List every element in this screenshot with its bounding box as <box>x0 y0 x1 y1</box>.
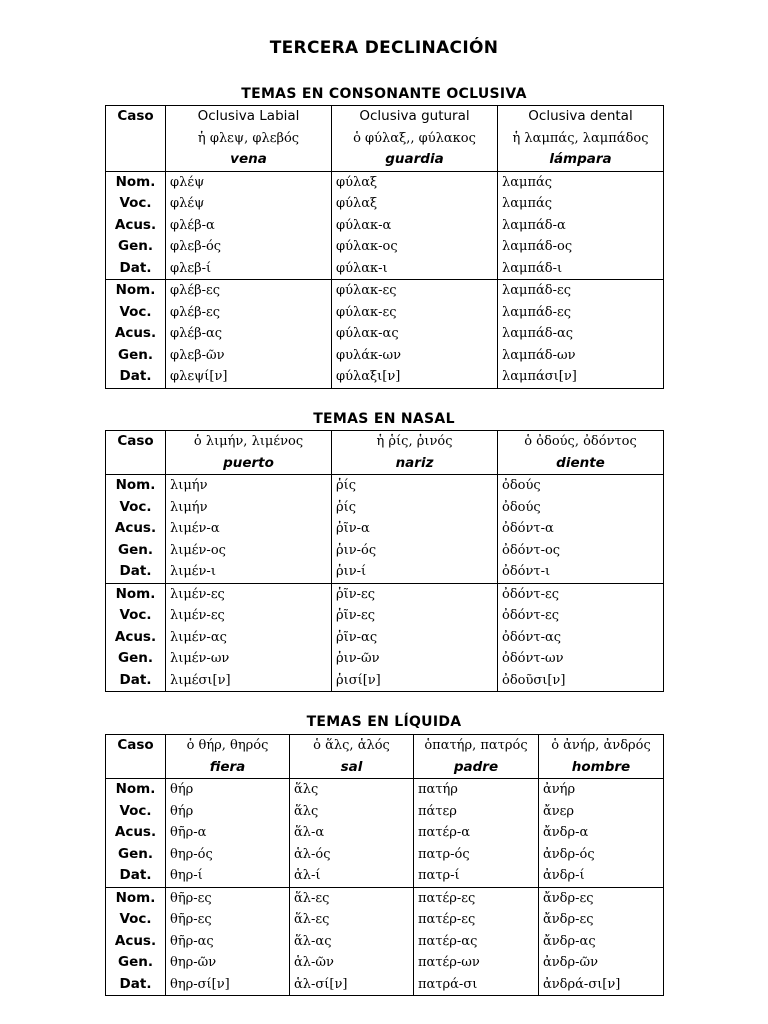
form-cell: ἀνδρ-ῶν <box>539 952 664 974</box>
form-cell: ὀδούς <box>498 475 664 497</box>
form-cell: ἅλ-ας <box>290 931 414 953</box>
form-cell: πατέρ-ων <box>414 952 539 974</box>
form-cell: ὀδόντ-ος <box>498 540 664 562</box>
case-label: Nom. <box>106 280 166 302</box>
form-cell: ὀδούς <box>498 497 664 519</box>
table-row <box>106 670 664 692</box>
form-cell: λαμπάς <box>498 193 664 215</box>
form-cell: ὀδόντ-ες <box>498 583 664 605</box>
column-meaning: padre <box>414 757 539 779</box>
form-cell: ῥιν-ῶν <box>332 648 498 670</box>
case-label: Nom. <box>106 779 166 801</box>
form-cell: λιμέν-ων <box>166 648 332 670</box>
case-label: Acus. <box>106 931 166 953</box>
case-label: Acus. <box>106 215 166 237</box>
table-row <box>106 171 664 193</box>
header-row <box>106 735 664 757</box>
caso-header: Caso <box>106 431 166 453</box>
column-meaning: vena <box>166 149 332 171</box>
section-title-nasal: TEMAS EN NASAL <box>313 411 455 427</box>
column-lemma: ὁ φύλαξ,, φύλακος <box>332 128 498 150</box>
case-label: Voc. <box>106 605 166 627</box>
form-cell: θῆρ-ες <box>166 887 290 909</box>
case-label: Dat. <box>106 258 166 280</box>
form-cell: φλέψ <box>166 171 332 193</box>
form-cell: ῥίς <box>332 475 498 497</box>
form-cell: φύλακ-ι <box>332 258 498 280</box>
column-meaning: lámpara <box>498 149 664 171</box>
form-cell: ἄνδρ-ες <box>539 887 664 909</box>
form-cell: λαμπάδ-ες <box>498 302 664 324</box>
form-cell: φύλακ-ες <box>332 302 498 324</box>
table-row <box>106 909 664 931</box>
form-cell: φλέβ-ες <box>166 280 332 302</box>
table-row <box>106 258 664 280</box>
case-label: Nom. <box>106 475 166 497</box>
column-meaning: diente <box>498 453 664 475</box>
form-cell: ἀνδρ-ί <box>539 865 664 887</box>
form-cell: ἅλ-α <box>290 822 414 844</box>
page-title: TERCERA DECLINACIÓN <box>269 38 499 58</box>
table-row <box>106 801 664 823</box>
case-label: Gen. <box>106 952 166 974</box>
form-cell: λιμέν-ας <box>166 627 332 649</box>
form-cell: πατέρ-ας <box>414 931 539 953</box>
form-cell: φύλακ-ος <box>332 236 498 258</box>
form-cell: ὀδόντ-ι <box>498 561 664 583</box>
form-cell: ῥῖν-ας <box>332 627 498 649</box>
form-cell: πάτερ <box>414 801 539 823</box>
form-cell: πατέρ-ες <box>414 887 539 909</box>
form-cell: φύλακ-ας <box>332 323 498 345</box>
form-cell: ῥιν-ί <box>332 561 498 583</box>
form-cell: λαμπάδ-α <box>498 215 664 237</box>
table-row <box>106 497 664 519</box>
table-row <box>106 865 664 887</box>
form-cell: φλέβ-ας <box>166 323 332 345</box>
form-cell: ἅλς <box>290 801 414 823</box>
form-cell: ἁλ-ί <box>290 865 414 887</box>
form-cell: ἅλς <box>290 779 414 801</box>
caso-header: Caso <box>106 735 166 757</box>
caso-header: Caso <box>106 106 166 128</box>
case-label: Dat. <box>106 670 166 692</box>
case-label: Gen. <box>106 236 166 258</box>
form-cell: φύλαξ <box>332 193 498 215</box>
column-lemma: ἡ φλεψ, φλεβός <box>166 128 332 150</box>
table-row <box>106 280 664 302</box>
form-cell: ὀδόντ-ας <box>498 627 664 649</box>
case-label: Acus. <box>106 822 166 844</box>
column-name: Oclusiva Labial <box>166 106 332 128</box>
column-lemma: ὁ θήρ, θηρός <box>166 735 290 757</box>
form-cell: φλεβ-ῶν <box>166 345 332 367</box>
table-row <box>106 323 664 345</box>
column-meaning: nariz <box>332 453 498 475</box>
table-row <box>106 540 664 562</box>
form-cell: θῆρ-ας <box>166 931 290 953</box>
table-row <box>106 302 664 324</box>
form-cell: φλέβ-α <box>166 215 332 237</box>
form-cell: πατέρ-ες <box>414 909 539 931</box>
column-lemma: ἡ ῥίς, ῥινός <box>332 431 498 453</box>
form-cell: λιμέν-ες <box>166 583 332 605</box>
form-cell: πατρά-σι <box>414 974 539 996</box>
form-cell: ἅλ-ες <box>290 909 414 931</box>
case-label: Voc. <box>106 801 166 823</box>
case-label: Dat. <box>106 865 166 887</box>
column-lemma: ὁπατήρ, πατρός <box>414 735 539 757</box>
case-label: Acus. <box>106 627 166 649</box>
section-title-liquida: TEMAS EN LÍQUIDA <box>306 714 462 730</box>
form-cell: φλεψί[ν] <box>166 366 332 388</box>
column-lemma: ὁ ἅλς, ἁλός <box>290 735 414 757</box>
form-cell: θήρ <box>166 779 290 801</box>
form-cell: ῥισί[ν] <box>332 670 498 692</box>
table-row <box>106 518 664 540</box>
case-label: Gen. <box>106 540 166 562</box>
table-row <box>106 561 664 583</box>
form-cell: φύλαξ <box>332 171 498 193</box>
table-row <box>106 931 664 953</box>
form-cell: ἀνδρά-σι[ν] <box>539 974 664 996</box>
case-label: Nom. <box>106 171 166 193</box>
form-cell: φύλαξι[ν] <box>332 366 498 388</box>
form-cell: ῥίς <box>332 497 498 519</box>
form-cell: ἅλ-ες <box>290 887 414 909</box>
form-cell: πατέρ-α <box>414 822 539 844</box>
header-row <box>106 106 664 128</box>
form-cell: πατήρ <box>414 779 539 801</box>
case-label: Dat. <box>106 974 166 996</box>
form-cell: φλεβ-ί <box>166 258 332 280</box>
form-cell: φύλακ-α <box>332 215 498 237</box>
column-meaning: hombre <box>539 757 664 779</box>
form-cell: φλέβ-ες <box>166 302 332 324</box>
form-cell: λαμπάδ-ες <box>498 280 664 302</box>
form-cell: λιμήν <box>166 497 332 519</box>
header-row <box>106 431 664 453</box>
section-title-oclusiva: TEMAS EN CONSONANTE OCLUSIVA <box>241 86 527 102</box>
form-cell: λιμέν-ος <box>166 540 332 562</box>
case-label: Voc. <box>106 193 166 215</box>
form-cell: θηρ-σί[ν] <box>166 974 290 996</box>
form-cell: ὀδόντ-ες <box>498 605 664 627</box>
table-row <box>106 345 664 367</box>
case-label: Acus. <box>106 323 166 345</box>
table-row <box>106 952 664 974</box>
form-cell: ῥῖν-α <box>332 518 498 540</box>
form-cell: θῆρ-α <box>166 822 290 844</box>
table-row <box>106 627 664 649</box>
form-cell: λαμπάδ-ος <box>498 236 664 258</box>
column-meaning: fiera <box>166 757 290 779</box>
case-label: Voc. <box>106 497 166 519</box>
form-cell: θηρ-ί <box>166 865 290 887</box>
form-cell: ἄνδρ-ες <box>539 909 664 931</box>
case-label: Gen. <box>106 844 166 866</box>
form-cell: λιμέν-ες <box>166 605 332 627</box>
form-cell: πατρ-ός <box>414 844 539 866</box>
case-label: Dat. <box>106 366 166 388</box>
form-cell: ἄνδρ-ας <box>539 931 664 953</box>
form-cell: θηρ-ῶν <box>166 952 290 974</box>
form-cell: ὀδόντ-α <box>498 518 664 540</box>
column-meaning: sal <box>290 757 414 779</box>
form-cell: ῥῖν-ες <box>332 605 498 627</box>
case-label: Nom. <box>106 583 166 605</box>
form-cell: ἄνερ <box>539 801 664 823</box>
form-cell: φυλάκ-ων <box>332 345 498 367</box>
case-label: Nom. <box>106 887 166 909</box>
form-cell: ὀδοῦσι[ν] <box>498 670 664 692</box>
form-cell: θηρ-ός <box>166 844 290 866</box>
form-cell: φύλακ-ες <box>332 280 498 302</box>
column-lemma: ὁ ὀδούς, ὀδόντος <box>498 431 664 453</box>
table-row <box>106 193 664 215</box>
table-row <box>106 822 664 844</box>
table-row <box>106 779 664 801</box>
case-label: Voc. <box>106 302 166 324</box>
form-cell: ἄνδρ-α <box>539 822 664 844</box>
table-oclusiva <box>105 105 664 389</box>
form-cell: ἁλ-ός <box>290 844 414 866</box>
form-cell: λιμέν-α <box>166 518 332 540</box>
table-nasal <box>105 430 664 692</box>
case-label: Acus. <box>106 518 166 540</box>
table-row <box>106 236 664 258</box>
form-cell: φλεβ-ός <box>166 236 332 258</box>
case-label: Dat. <box>106 561 166 583</box>
column-meaning: puerto <box>166 453 332 475</box>
form-cell: φλέψ <box>166 193 332 215</box>
form-cell: ῥιν-ός <box>332 540 498 562</box>
form-cell: ἀνήρ <box>539 779 664 801</box>
header-row <box>106 128 664 150</box>
form-cell: θήρ <box>166 801 290 823</box>
form-cell: λιμήν <box>166 475 332 497</box>
form-cell: ὀδόντ-ων <box>498 648 664 670</box>
form-cell: λαμπάσι[ν] <box>498 366 664 388</box>
table-row <box>106 475 664 497</box>
header-row <box>106 453 664 475</box>
table-row <box>106 605 664 627</box>
form-cell: λαμπάς <box>498 171 664 193</box>
column-name: Oclusiva dental <box>498 106 664 128</box>
form-cell: ἁλ-σί[ν] <box>290 974 414 996</box>
table-row <box>106 215 664 237</box>
form-cell: λαμπάδ-ων <box>498 345 664 367</box>
form-cell: λαμπάδ-ι <box>498 258 664 280</box>
case-label: Gen. <box>106 345 166 367</box>
header-row <box>106 149 664 171</box>
table-row <box>106 366 664 388</box>
form-cell: ῥῖν-ες <box>332 583 498 605</box>
column-meaning: guardia <box>332 149 498 171</box>
form-cell: θῆρ-ες <box>166 909 290 931</box>
header-row <box>106 757 664 779</box>
case-label: Voc. <box>106 909 166 931</box>
table-row <box>106 974 664 996</box>
column-name: Oclusiva gutural <box>332 106 498 128</box>
column-lemma: ὁ λιμήν, λιμένος <box>166 431 332 453</box>
form-cell: λιμέσι[ν] <box>166 670 332 692</box>
table-row <box>106 648 664 670</box>
case-label: Gen. <box>106 648 166 670</box>
form-cell: λιμέν-ι <box>166 561 332 583</box>
form-cell: λαμπάδ-ας <box>498 323 664 345</box>
table-row <box>106 844 664 866</box>
form-cell: πατρ-ί <box>414 865 539 887</box>
form-cell: ἁλ-ῶν <box>290 952 414 974</box>
table-row <box>106 887 664 909</box>
form-cell: ἀνδρ-ός <box>539 844 664 866</box>
table-liquida <box>105 734 664 996</box>
table-row <box>106 583 664 605</box>
column-lemma: ἡ λαμπάς, λαμπάδος <box>498 128 664 150</box>
column-lemma: ὁ ἀνήρ, ἀνδρός <box>539 735 664 757</box>
